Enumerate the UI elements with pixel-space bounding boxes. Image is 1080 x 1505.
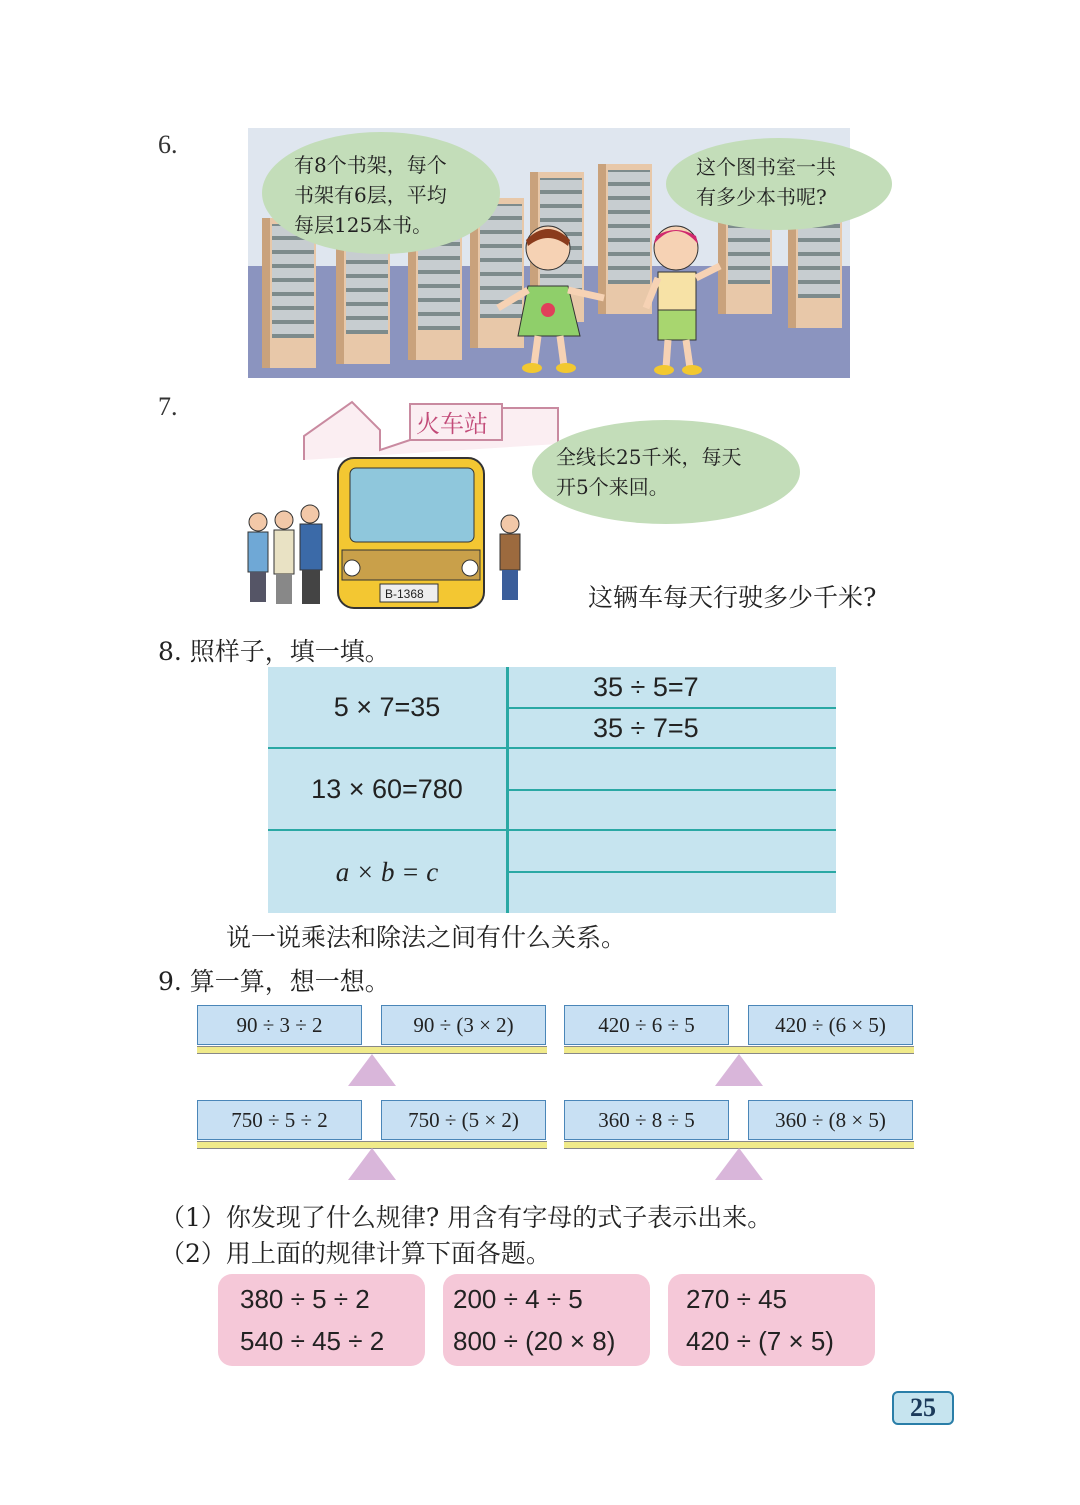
- problem-9-title: 9. 算一算，想一想。: [158, 967, 390, 996]
- girl-right-illustration: [628, 218, 738, 378]
- table-cell-left: a × b = c: [268, 831, 506, 913]
- exercise-item: 420 ÷ (7 × 5): [686, 1326, 834, 1356]
- problem-7-question: 这辆车每天行驶多少千米?: [588, 583, 877, 612]
- table-cell-right: 35 ÷ 7=5: [509, 709, 836, 747]
- balance-beam: [197, 1046, 547, 1054]
- balance-fulcrum: [715, 1054, 763, 1086]
- problem-7-number: 7.: [158, 392, 178, 421]
- balance-left-pan: 420 ÷ 6 ÷ 5: [564, 1005, 729, 1045]
- balance-right-pan: 420 ÷ (6 × 5): [748, 1005, 913, 1045]
- speech-bubble-left: [262, 132, 500, 254]
- exercise-item: 800 ÷ (20 × 8): [453, 1326, 616, 1356]
- speech-bubble-right: [666, 138, 892, 230]
- problem-9-question-2: （2）用上面的规律计算下面各题。: [160, 1239, 551, 1268]
- table-divider: [509, 707, 836, 709]
- balance-left-pan: 360 ÷ 8 ÷ 5: [564, 1100, 729, 1140]
- exercise-box: [668, 1274, 875, 1366]
- balance-left-pan: 750 ÷ 5 ÷ 2: [197, 1100, 362, 1140]
- bus-station-illustration: [240, 400, 600, 615]
- bus-plate: B-1368: [385, 587, 424, 601]
- exercise-item: 380 ÷ 5 ÷ 2: [240, 1284, 370, 1314]
- problem-8-prompt: 说一说乘法和除法之间有什么关系。: [226, 923, 627, 952]
- balance-right-pan: 90 ÷ (3 × 2): [381, 1005, 546, 1045]
- bubble-line: 有多少本书呢?: [696, 185, 827, 209]
- table-cell-left: 5 × 7=35: [268, 667, 506, 747]
- table-cell-blank[interactable]: [509, 791, 836, 829]
- bubble-line: 开5个来回。: [556, 475, 669, 499]
- table-cell-blank[interactable]: [509, 749, 836, 789]
- table-divider: [509, 871, 836, 873]
- balance-left-pan: 90 ÷ 3 ÷ 2: [197, 1005, 362, 1045]
- balance-fulcrum: [348, 1148, 396, 1180]
- bubble-line: 书架有6层，平均: [294, 183, 447, 207]
- problem-8-title: 8. 照样子，填一填。: [158, 637, 390, 666]
- exercise-item: 540 ÷ 45 ÷ 2: [240, 1326, 385, 1356]
- table-divider: [268, 747, 836, 749]
- table-cell-blank[interactable]: [509, 831, 836, 871]
- bubble-line: 每层125本书。: [294, 213, 433, 237]
- balance-fulcrum: [348, 1054, 396, 1086]
- girl-left-illustration: [484, 218, 624, 378]
- table-vertical-divider: [506, 667, 509, 913]
- exercise-box: [218, 1274, 425, 1366]
- exercise-item: 270 ÷ 45: [686, 1284, 788, 1314]
- bubble-line: 全线长25千米，每天: [556, 445, 742, 469]
- table-cell-left: 13 × 60=780: [268, 749, 506, 829]
- balance-right-pan: 750 ÷ (5 × 2): [381, 1100, 546, 1140]
- multiplication-division-table: [268, 667, 836, 913]
- table-cell-right: 35 ÷ 5=7: [509, 667, 836, 707]
- page-number: 25: [892, 1391, 954, 1425]
- balance-right-pan: 360 ÷ (8 × 5): [748, 1100, 913, 1140]
- exercise-box: [443, 1274, 650, 1366]
- table-cell-blank[interactable]: [509, 873, 836, 913]
- station-sign: 火车站: [416, 410, 488, 438]
- bubble-line: 这个图书室一共: [696, 155, 836, 179]
- exercise-item: 200 ÷ 4 ÷ 5: [453, 1284, 583, 1314]
- table-divider: [509, 789, 836, 791]
- balance-beam: [564, 1046, 914, 1054]
- speech-bubble-bus: [532, 420, 800, 524]
- table-divider: [268, 829, 836, 831]
- problem-9-question-1: （1）你发现了什么规律? 用含有字母的式子表示出来。: [160, 1203, 773, 1232]
- balance-fulcrum: [715, 1148, 763, 1180]
- problem-6-number: 6.: [158, 130, 178, 159]
- bubble-line: 有8个书架，每个: [294, 153, 447, 177]
